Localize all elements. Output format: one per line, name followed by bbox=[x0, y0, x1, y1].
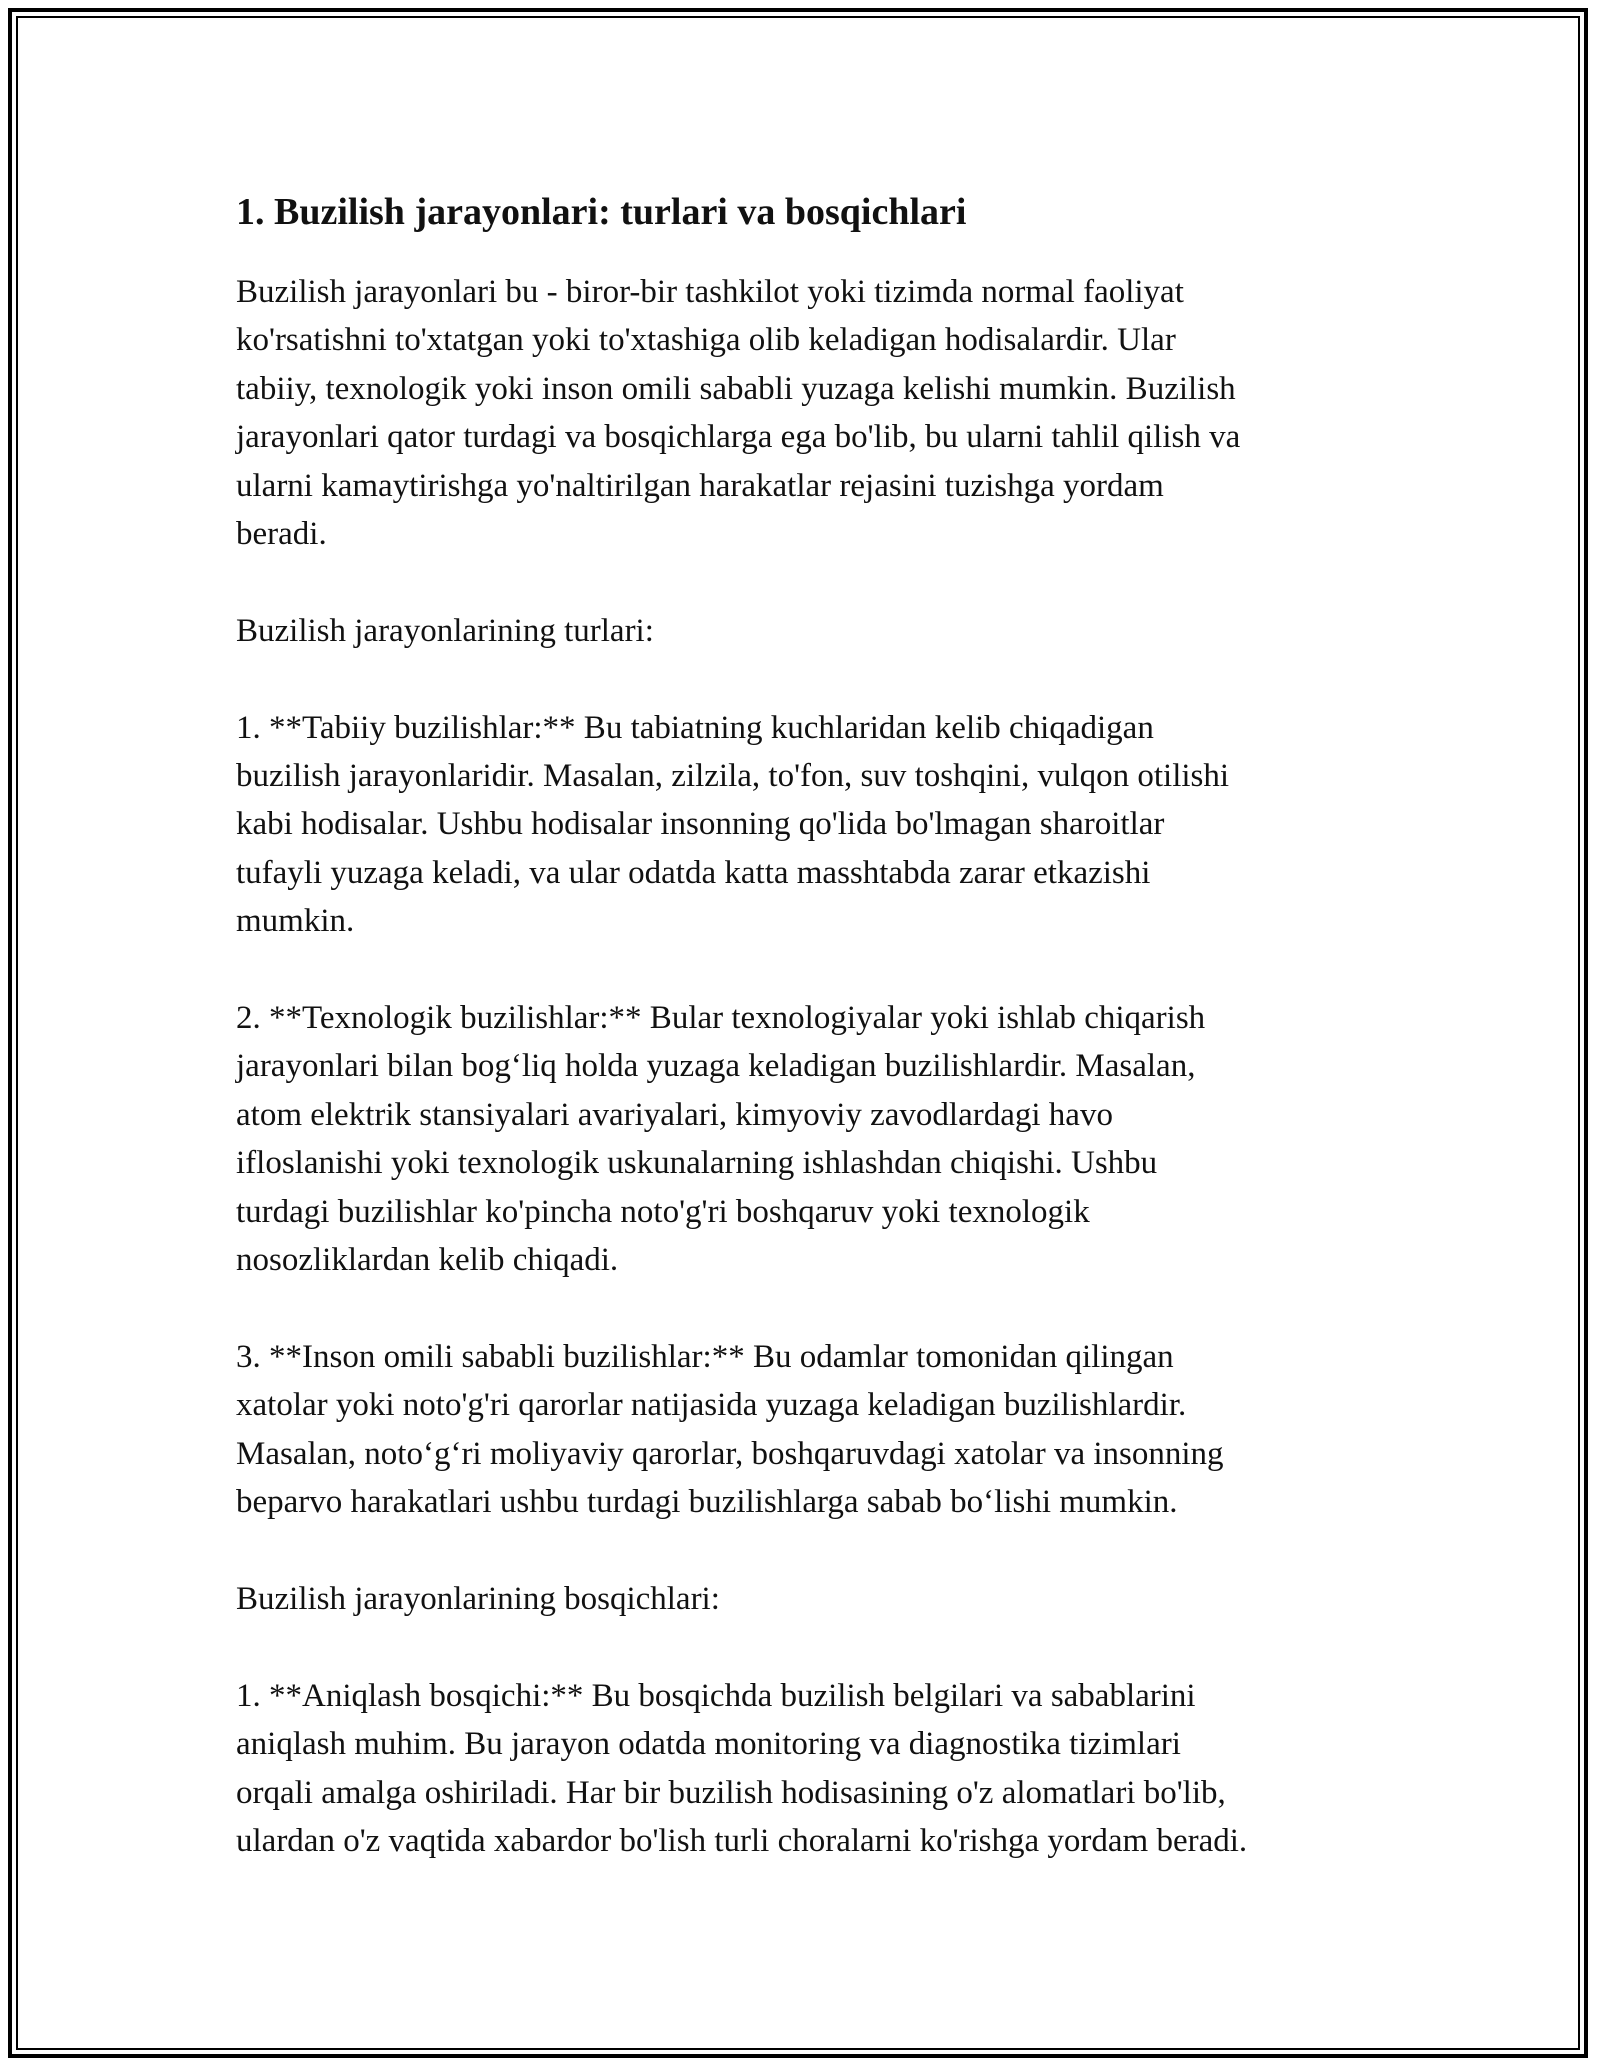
stages-subheading: Buzilish jarayonlarining bosqichlari: bbox=[236, 1580, 720, 1617]
intro-paragraph: Buzilish jarayonlari bu - biror-bir tashkilot yoki tizimda normal faoliyat ko'rsatishni to'xtatgan yoki to'xtashiga olib keladigan hodisalardir. Ular tabiiy, texnologik yoki inson omili sababli yuzaga kelishi mumkin. Buzilish jarayonlari qator turdagi va bosqichlarga ega bo'lib, bu ularni tahlil qilish va ularni kamaytirishga yo'naltirilgan harakatlar rejasini tuzishga yordam beradi. bbox=[236, 274, 1241, 553]
document-body bbox=[236, 186, 1376, 1865]
stage-item-detection: 1. **Aniqlash bosqichi:** Bu bosqichda buzilish belgilari va sabablarini aniqlash muhim. Bu jarayon odatda monitoring va diagnostika tizimlari orqali amalga oshiriladi. Har bir buzilish hodisasining o'z alomatlari bo'lib, ulardan o'z vaqtida xabardor bo'lish turli choralarni ko'rishga yordam beradi. bbox=[236, 1677, 1248, 1859]
types-subheading: Buzilish jarayonlarining turlari: bbox=[236, 612, 654, 649]
type-item-human-factor: 3. **Inson omili sababli buzilishlar:** Bu odamlar tomonidan qilingan xatolar yoki noto'g'ri qarorlar natijasida yuzaga keladigan buzilishlardir. Masalan, noto‘g‘ri moliyaviy qarorlar, boshqaruvdagi xatolar va insonning beparvo harakatlari ushbu turdagi buzilishlarga sabab bo‘lishi mumkin. bbox=[236, 1338, 1224, 1521]
type-item-technological: 2. **Texnologik buzilishlar:** Bular texnologiyalar yoki ishlab chiqarish jarayonlari bilan bog‘liq holda yuzaga keladigan buzilishlardir. Masalan, atom elektrik stansiyalari avariyalari, kimyoviy zavodlardagi havo ifloslanishi yoki texnologik uskunalarning ishlashdan chiqishi. Ushbu turdagi buzilishlar ko'pincha noto'g'ri boshqaruv yoki texnologik nosozliklardan kelib chiqadi. bbox=[236, 1000, 1206, 1279]
paragraph-gap bbox=[236, 946, 1376, 994]
section-heading: 1. Buzilish jarayonlari: turlari va bosqichlari bbox=[236, 191, 967, 233]
paragraph-gap bbox=[236, 1527, 1376, 1575]
paragraph-gap bbox=[236, 655, 1376, 703]
paragraph-gap bbox=[236, 1623, 1376, 1671]
type-item-natural: 1. **Tabiiy buzilishlar:** Bu tabiatning kuchlaridan kelib chiqadigan buzilish jarayonlaridir. Masalan, zilzila, to'fon, suv toshqini, vulqon otilishi kabi hodisalar. Ushbu hodisalar insonning qo'lida bo'lmagan sharoitlar tufayli yuzaga keladi, va ular odatda katta masshtabda zarar etkazishi mumkin. bbox=[236, 709, 1230, 940]
paragraph-gap bbox=[236, 1284, 1376, 1332]
paragraph-gap bbox=[236, 558, 1376, 606]
